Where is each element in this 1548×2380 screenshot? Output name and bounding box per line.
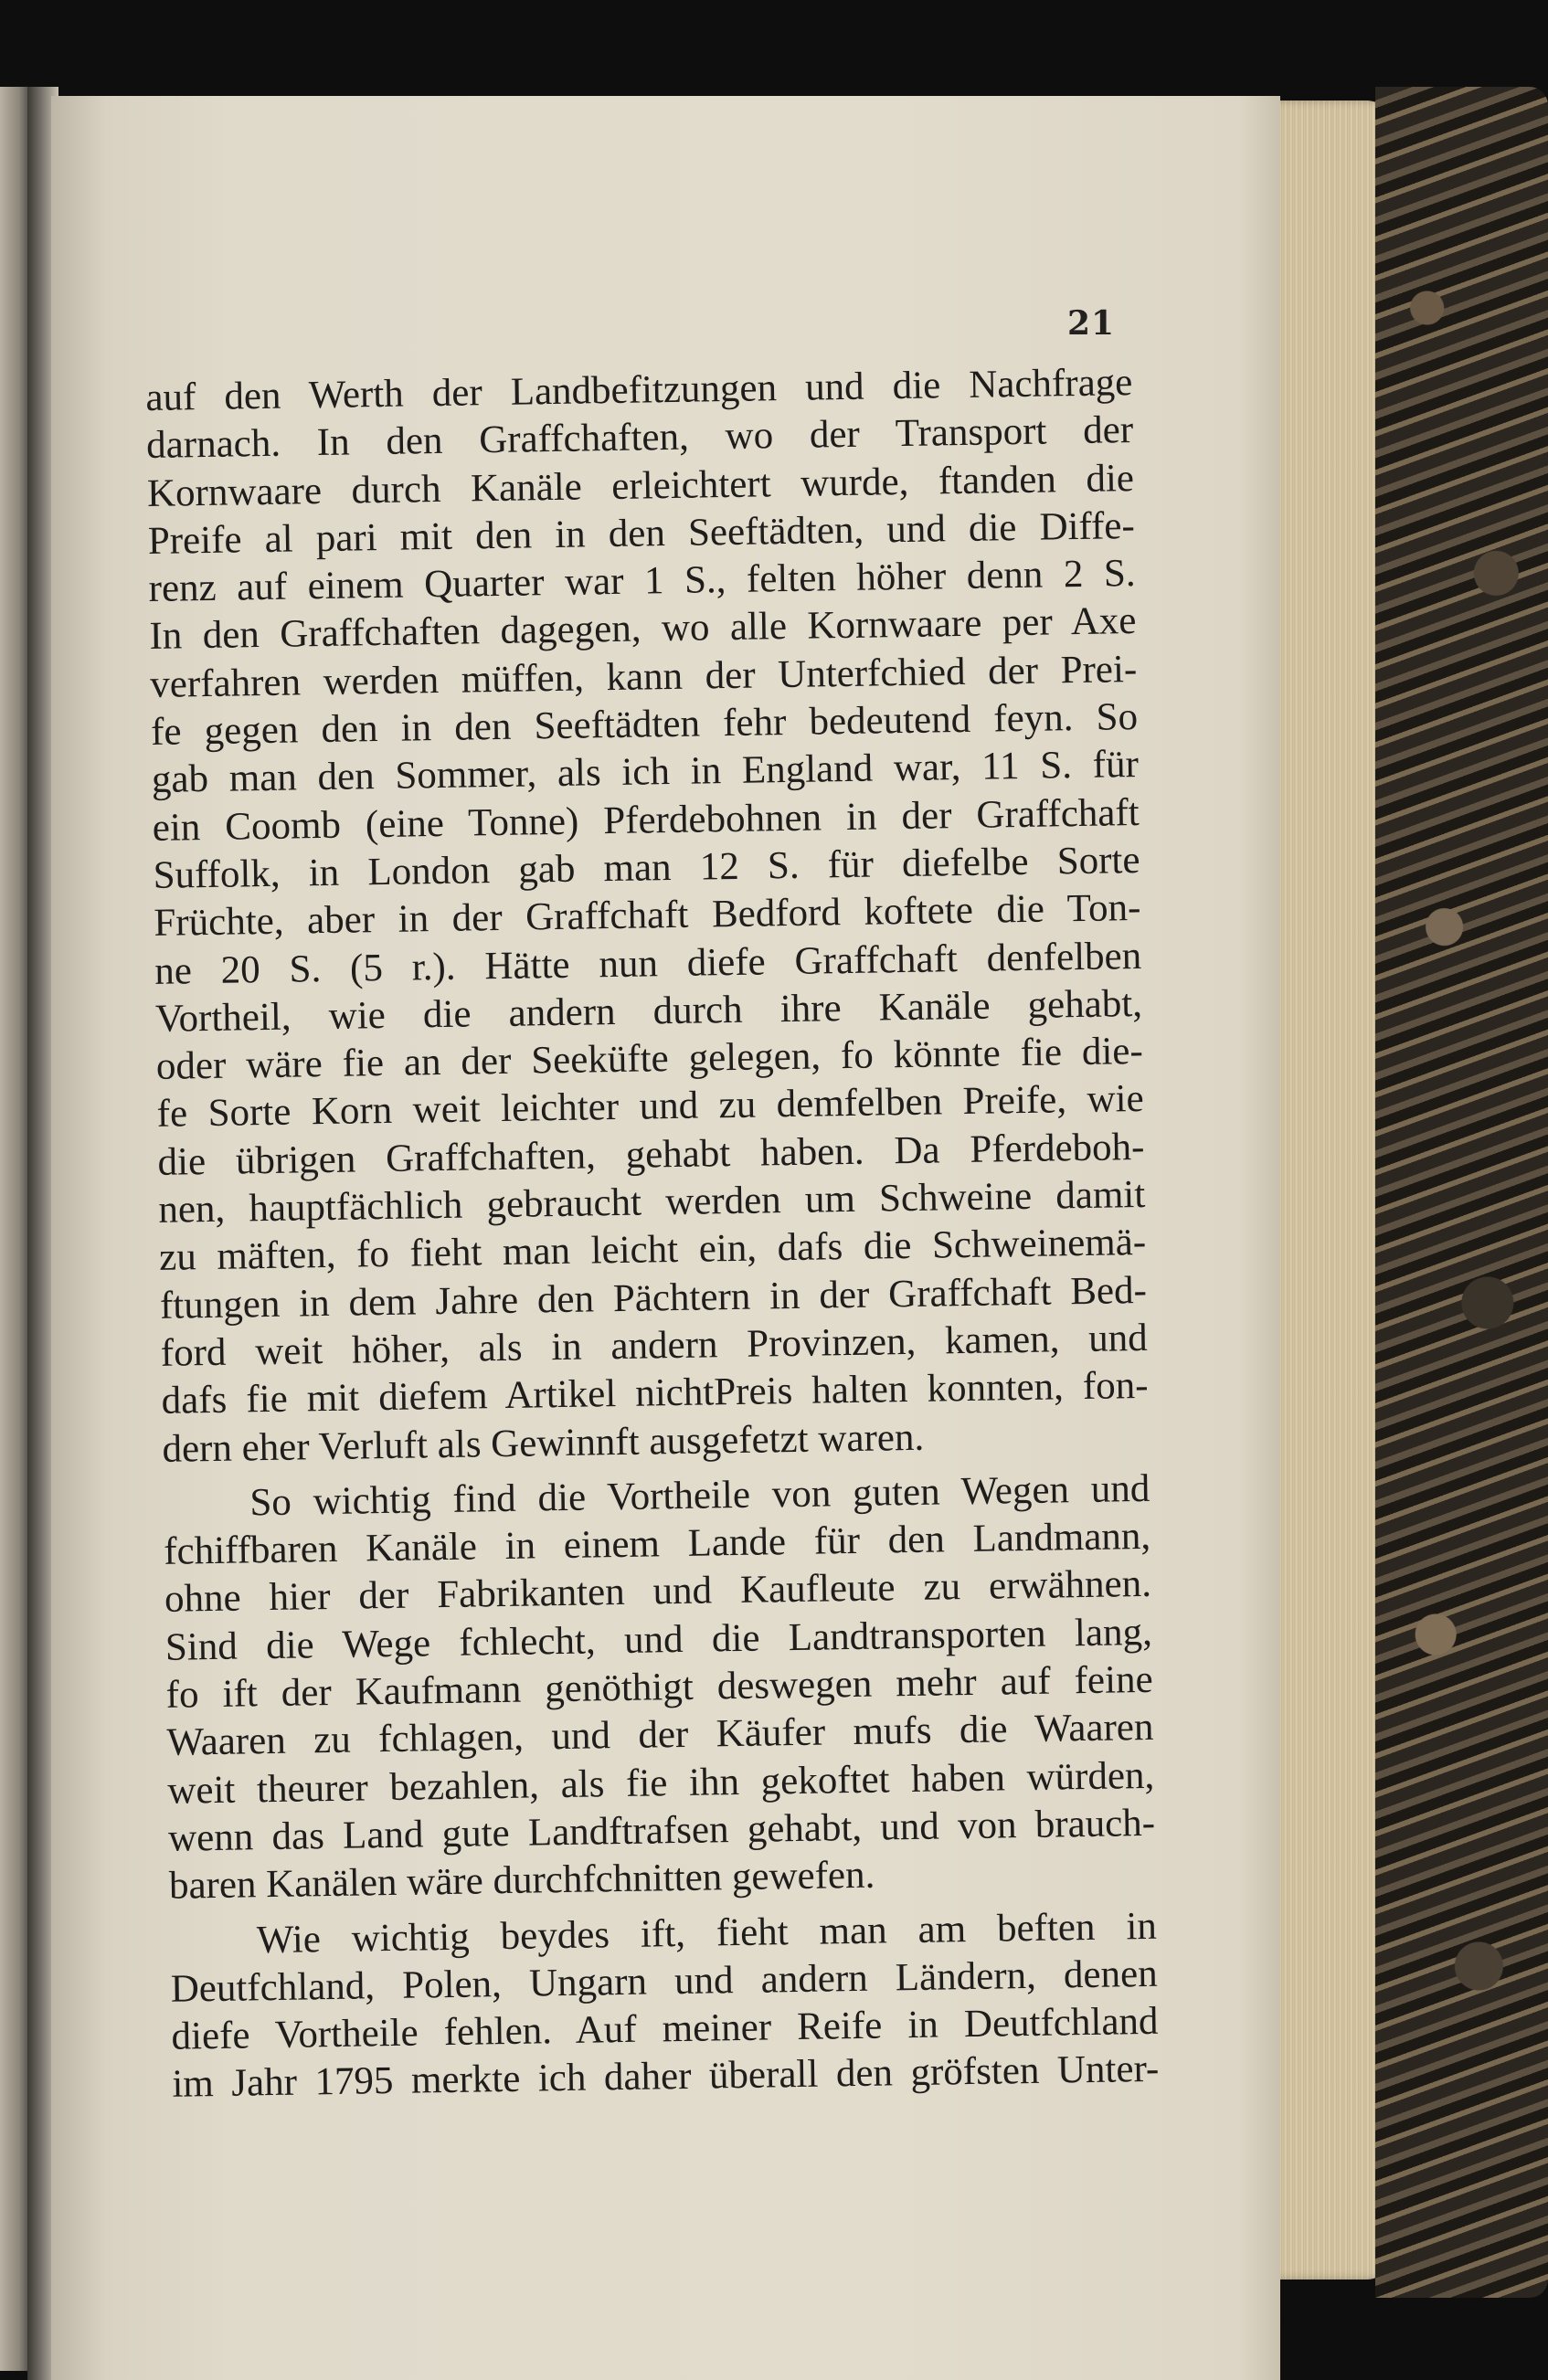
text-line: Kornwaare durch Kanäle erleichtert wurde, ftanden die xyxy=(146,456,1135,515)
text-line: fe gegen den in den Seeftädten fehr bedeutend feyn. So xyxy=(150,695,1139,755)
text-line: oder wäre fie an der Seeküfte gelegen, fo könnte fie die- xyxy=(155,1030,1144,1089)
text-line: fchiffbaren Kanäle in einem Lande für den Landmann, xyxy=(163,1515,1151,1573)
page-number: 21 xyxy=(1067,304,1116,343)
book-page xyxy=(51,96,1280,2380)
text-line: Suffolk, in London gab man 12 S. für diefelbe Sorte xyxy=(153,838,1140,897)
text-line: dern eher Verluft als Gewinnft ausgefetzt waren. xyxy=(162,1415,925,1471)
marbled-cover xyxy=(1375,87,1548,2298)
paragraph-1 xyxy=(145,359,1150,1474)
text-line: gab man den Sommer, als ich in England war, 11 S. für xyxy=(151,743,1140,802)
text-line: Waaren zu fchlagen, und der Käufer mufs die Waaren xyxy=(166,1706,1154,1765)
text-line: im Jahr 1795 merkte ich daher überall den gröfsten Unter- xyxy=(172,2047,1160,2107)
text-line: zu mäften, fo fieht man leicht ein, dafs die Schweinemä- xyxy=(158,1221,1147,1280)
text-line: Wie wichtig beydes ift, fieht man am beften in xyxy=(256,1904,1158,1962)
text-line: diefe Vortheile fehlen. Auf meiner Reife in Deutfchland xyxy=(171,1999,1159,2058)
text-line: ne 20 S. (5 r.). Hätte nun diefe Graffchaft denfelben xyxy=(154,934,1142,993)
text-line: ftungen in dem Jahre den Pächtern in der Graffchaft Bed- xyxy=(159,1268,1148,1328)
text-line: weit theurer bezahlen, als fie ihn gekoftet haben würden, xyxy=(166,1753,1155,1813)
paragraph-3 xyxy=(170,1902,1160,2109)
text-line: ein Coomb (eine Tonne) Pferdebohnen in der Graffchaft xyxy=(152,790,1140,850)
text-line: Vortheil, wie die andern durch ihre Kanäle gehabt, xyxy=(154,981,1143,1041)
paragraph-2 xyxy=(163,1465,1156,1911)
text-line: darnach. In den Graffchaften, wo der Transport der xyxy=(145,408,1134,468)
text-line: ohne hier der Fabrikanten und Kaufleute zu erwähnen. xyxy=(164,1562,1152,1622)
text-line: fo ift der Kaufmann genöthigt deswegen mehr auf feine xyxy=(165,1657,1153,1717)
text-line: ford weit höher, als in andern Provinzen, kamen, und xyxy=(160,1316,1149,1375)
text-line: wenn das Land gute Landftrafsen gehabt, und von brauch- xyxy=(167,1801,1156,1860)
text-line: dafs fie mit diefem Artikel nichtPreis halten konnten, fon- xyxy=(161,1364,1149,1423)
text-line: die übrigen Graffchaften, gehabt haben. Da Pferdeboh- xyxy=(157,1125,1145,1184)
facing-page-edge xyxy=(0,87,31,2371)
text-line: baren Kanälen wäre durchfchnitten gewefen. xyxy=(168,1853,875,1908)
page-edges xyxy=(1266,100,1394,2280)
text-line: verfahren werden müffen, kann der Unterfchied der Prei- xyxy=(149,647,1138,706)
text-line: renz auf einem Quarter war 1 S., felten höher denn 2 S. xyxy=(148,552,1136,611)
text-line: Preife al pari mit den in den Seeftädten, und die Diffe- xyxy=(147,503,1136,563)
text-line: Deutfchland, Polen, Ungarn und andern Ländern, denen xyxy=(170,1952,1158,2011)
text-line: auf den Werth der Landbefitzungen und die Nachfrage xyxy=(145,361,1133,419)
text-line: Sind die Wege fchlecht, und die Landtransporten lang, xyxy=(164,1610,1153,1669)
text-line: Früchte, aber in der Graffchaft Bedford koftete die Ton- xyxy=(154,886,1141,946)
text-line: So wichtig find die Vortheile von guten Wegen und xyxy=(249,1466,1150,1525)
text-line: nen, hauptfächlich gebraucht werden um Schweine damit xyxy=(157,1172,1146,1232)
text-line: In den Graffchaften dagegen, wo alle Kornwaare per Axe xyxy=(149,599,1137,659)
body-text xyxy=(145,359,1160,2109)
text-line: fe Sorte Korn weit leichter und zu demfelben Preife, wie xyxy=(156,1077,1144,1137)
